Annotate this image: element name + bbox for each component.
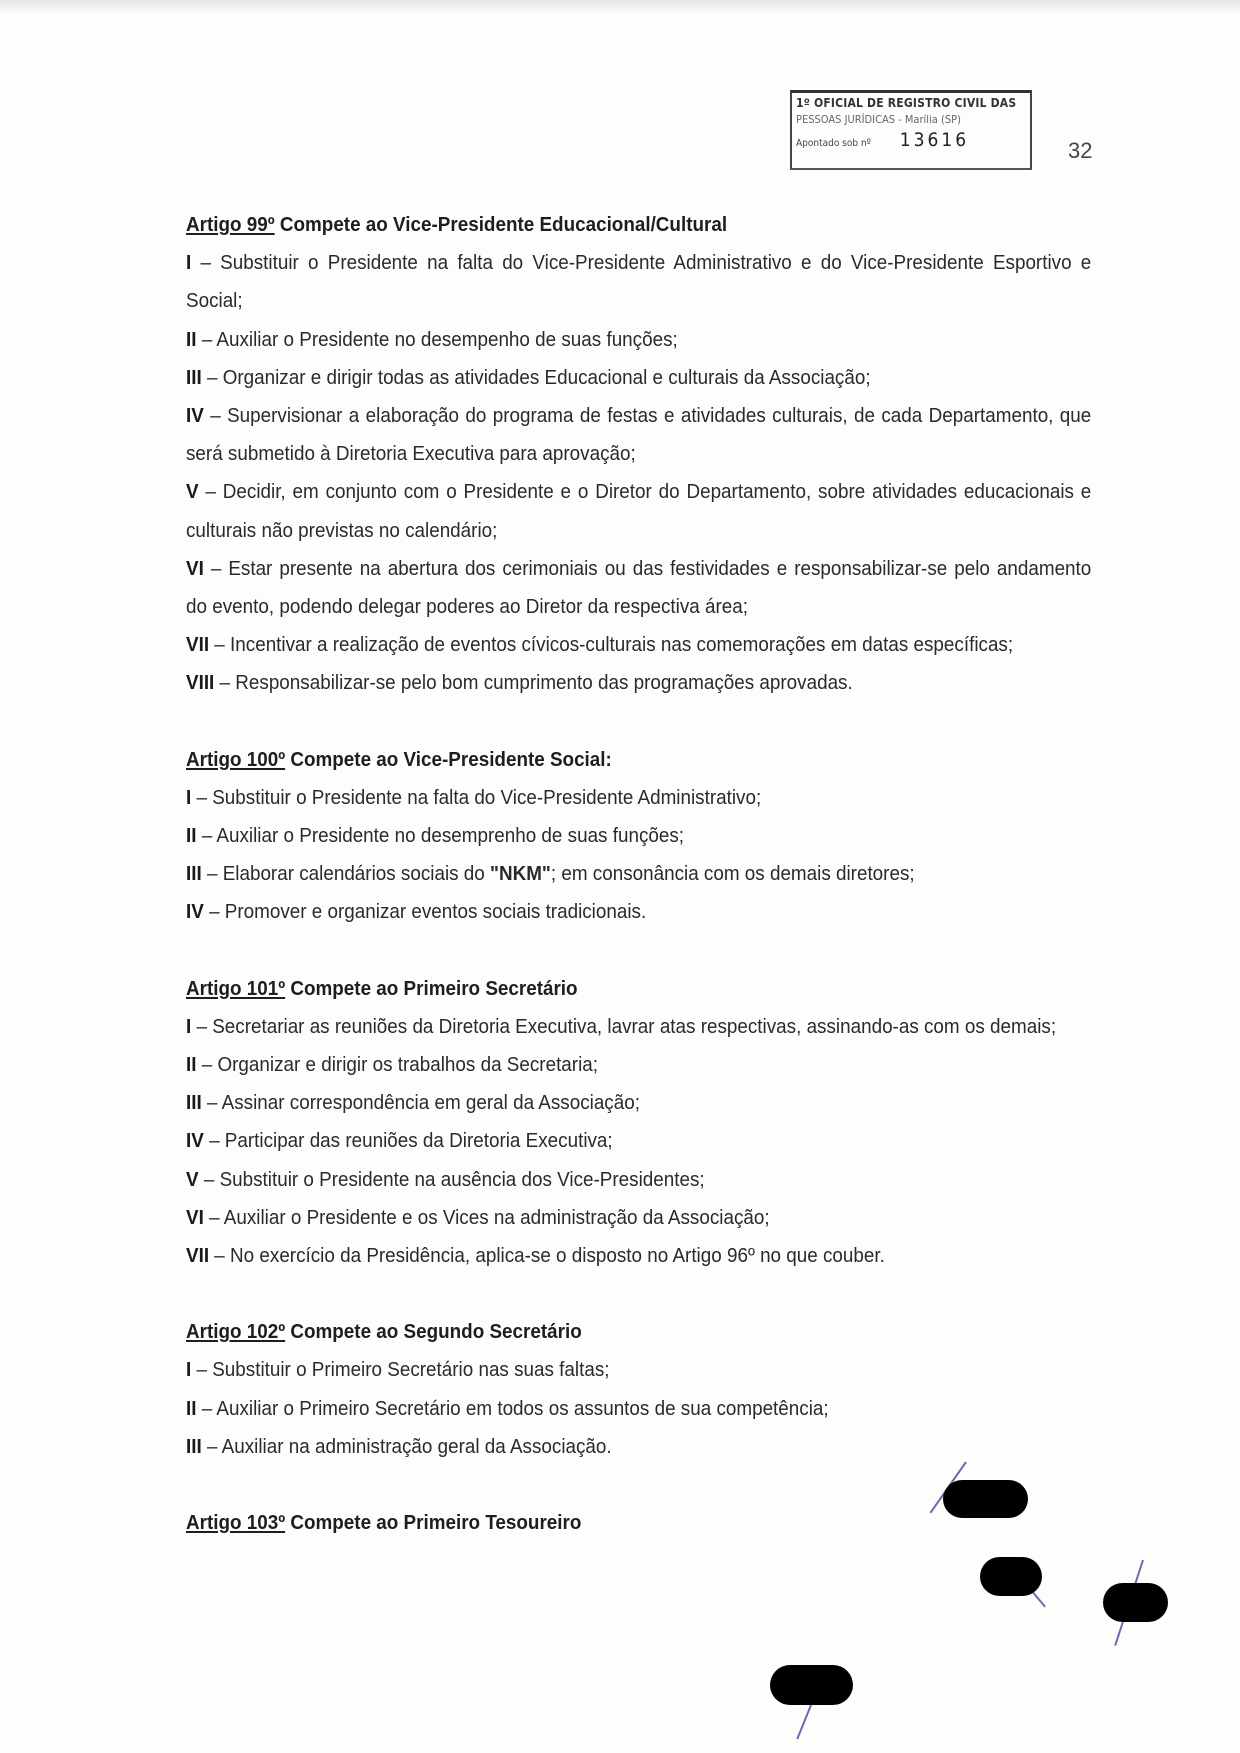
article-item [186,817,1091,855]
article-number: Artigo 99º [186,213,275,236]
item-text: Substituir o Presidente na falta do Vice-Presidente Administrativo e do Vice-Presidente Esportivo e Social; [186,251,1092,313]
document-body [186,206,1092,1542]
article-heading [186,970,1091,1008]
item-separator: – [196,1053,218,1077]
item-separator: – [209,633,231,657]
article-item [186,1351,1091,1389]
scan-edge-shadow [0,0,1240,14]
item-numeral: IV [186,1129,204,1153]
item-separator: – [203,556,229,580]
item-separator: – [196,824,217,848]
item-numeral: I [186,1014,192,1038]
page-number: 32 [1068,138,1093,163]
article-item [186,893,1091,931]
item-text: Supervisionar a elaboração do programa de festas e atividades culturais, de cada Departamento, que será submetido à Diretoria Executiva para aprovação; [186,404,1092,466]
item-text: Incentivar a realização de eventos cívicos-culturais nas comemorações em datas específicas; [230,633,1014,657]
item-numeral: VII [186,633,210,657]
item-numeral: I [186,251,192,275]
item-text: Organizar e dirigir os trabalhos da Secretaria; [217,1053,599,1077]
section-gap [186,703,1092,741]
item-numeral: III [186,365,202,389]
item-separator: – [203,1129,225,1153]
article-title: Compete ao Segundo Secretário [290,1320,582,1344]
item-text: Organizar e dirigir todas as atividades Educacional e culturais da Associação; [222,365,871,389]
item-text: Substituir o Primeiro Secretário nas suas faltas; [212,1358,610,1382]
item-numeral: III [186,1091,202,1115]
item-numeral: IV [186,404,204,428]
item-separator: – [209,1244,231,1268]
article-heading [186,1313,1091,1351]
section-gap [186,1275,1092,1313]
stamp-number: 13616 [899,129,970,151]
item-separator: – [196,327,217,351]
article-item [186,244,1091,320]
article-item [186,1046,1091,1084]
article-item [186,1428,1091,1466]
item-separator: – [191,251,221,275]
article-title: Compete ao Primeiro Secretário [290,976,578,1000]
signature-stroke [796,1700,814,1740]
stamp-label: Apontado sob nº [796,138,871,149]
item-numeral: V [186,480,199,504]
article-title: Compete ao Primeiro Tesoureiro [290,1511,582,1535]
redaction-mark [943,1480,1028,1518]
item-numeral: VIII [186,671,215,695]
item-text: Responsabilizar-se pelo bom cumprimento das programações aprovadas. [235,671,853,695]
article-number: Artigo 103º [186,1511,286,1535]
article-item [186,1084,1091,1122]
item-separator: – [191,1358,213,1382]
item-text: Estar presente na abertura dos cerimoniais ou das festividades e responsabilizar-se pelo andamento do evento, podendo delegar poderes ao Diretor da respectiva área; [186,556,1092,619]
item-numeral: V [186,1167,199,1191]
article-number: Artigo 101º [186,976,286,1000]
item-separator: – [203,404,228,428]
article-number: Artigo 100º [186,747,286,771]
item-text: Auxiliar o Presidente e os Vices na administração da Associação; [223,1205,770,1229]
item-numeral: VII [186,1244,210,1268]
item-numeral: II [186,1396,197,1420]
redaction-mark [770,1665,853,1705]
item-text: Promover e organizar eventos sociais tradicionais. [224,900,647,924]
item-numeral: I [186,785,192,809]
item-separator: – [196,1396,217,1420]
stamp-line-3 [796,129,1026,151]
article-title: Compete ao Vice-Presidente Educacional/Cultural [279,213,728,236]
item-numeral: II [186,824,197,848]
registry-stamp [790,90,1032,170]
item-text: Auxiliar o Presidente no desempenho de suas funções; [216,327,678,351]
item-separator: – [214,671,236,695]
item-text: Substituir o Presidente na ausência dos Vice-Presidentes; [219,1167,705,1191]
article-item [186,1390,1091,1428]
item-text: No exercício da Presidência, aplica-se o disposto no Artigo 96º no que couber. [230,1244,885,1268]
item-text: Assinar correspondência em geral da Associação; [221,1091,640,1115]
article-item [186,626,1091,664]
article-title: Compete ao Vice-Presidente Social: [290,747,612,771]
article-item [186,359,1091,397]
article-item [186,1199,1091,1237]
article-item [186,1008,1091,1046]
item-separator: – [201,1091,222,1115]
item-text: Secretariar as reuniões da Diretoria Executiva, lavrar atas respectivas, assinando-as com os demais; [212,1014,1057,1038]
article-item [186,779,1091,817]
redaction-mark [980,1557,1042,1596]
stamp-line-2: PESSOAS JURÍDICAS - Marília (SP) [796,113,961,126]
item-numeral: I [186,1358,192,1382]
item-separator: – [198,1167,220,1191]
item-separator: – [191,785,213,809]
item-separator: – [203,1205,224,1229]
item-numeral: II [186,327,197,351]
article-item [186,1161,1091,1199]
article-item [186,321,1091,359]
item-numeral: III [186,1434,202,1458]
article-number: Artigo 102º [186,1320,286,1344]
item-numeral: III [186,862,202,886]
article-item [186,397,1091,473]
item-separator: – [201,862,223,886]
article-item [186,1237,1091,1275]
article-heading [186,206,1091,244]
item-text: Elaborar calendários sociais do [222,862,491,886]
item-text: Participar das reuniões da Diretoria Executiva; [224,1129,613,1153]
item-separator: – [203,900,225,924]
item-separator: – [201,1434,222,1458]
article-item [186,550,1091,626]
item-text: Auxiliar o Presidente no desemprenho de suas funções; [216,824,685,848]
item-text: Auxiliar o Primeiro Secretário em todos os assuntos de sua competência; [216,1396,829,1420]
item-text: Substituir o Presidente na falta do Vice-Presidente Administrativo; [212,785,762,809]
article-item [186,664,1091,702]
stamp-line-1: 1º OFICIAL DE REGISTRO CIVIL DAS [796,96,1017,110]
item-numeral: II [186,1053,197,1077]
item-emphasis: "NKM" [490,862,551,886]
article-item [186,855,1091,893]
item-numeral: VI [186,556,204,580]
section-gap [186,932,1092,970]
item-text: Auxiliar na administração geral da Associação. [221,1434,612,1458]
item-separator: – [201,365,223,389]
item-separator: – [191,1014,213,1038]
article-item [186,1122,1091,1160]
item-text: Decidir, em conjunto com o Presidente e o Diretor do Departamento, sobre atividades educacionais e culturais não previstas no calendário; [186,480,1092,542]
article-item [186,473,1091,549]
item-text: ; em consonância com os demais diretores; [550,862,915,886]
item-numeral: VI [186,1205,204,1229]
item-separator: – [198,480,223,504]
article-heading [186,741,1091,779]
redaction-mark [1103,1583,1168,1622]
item-numeral: IV [186,900,204,924]
